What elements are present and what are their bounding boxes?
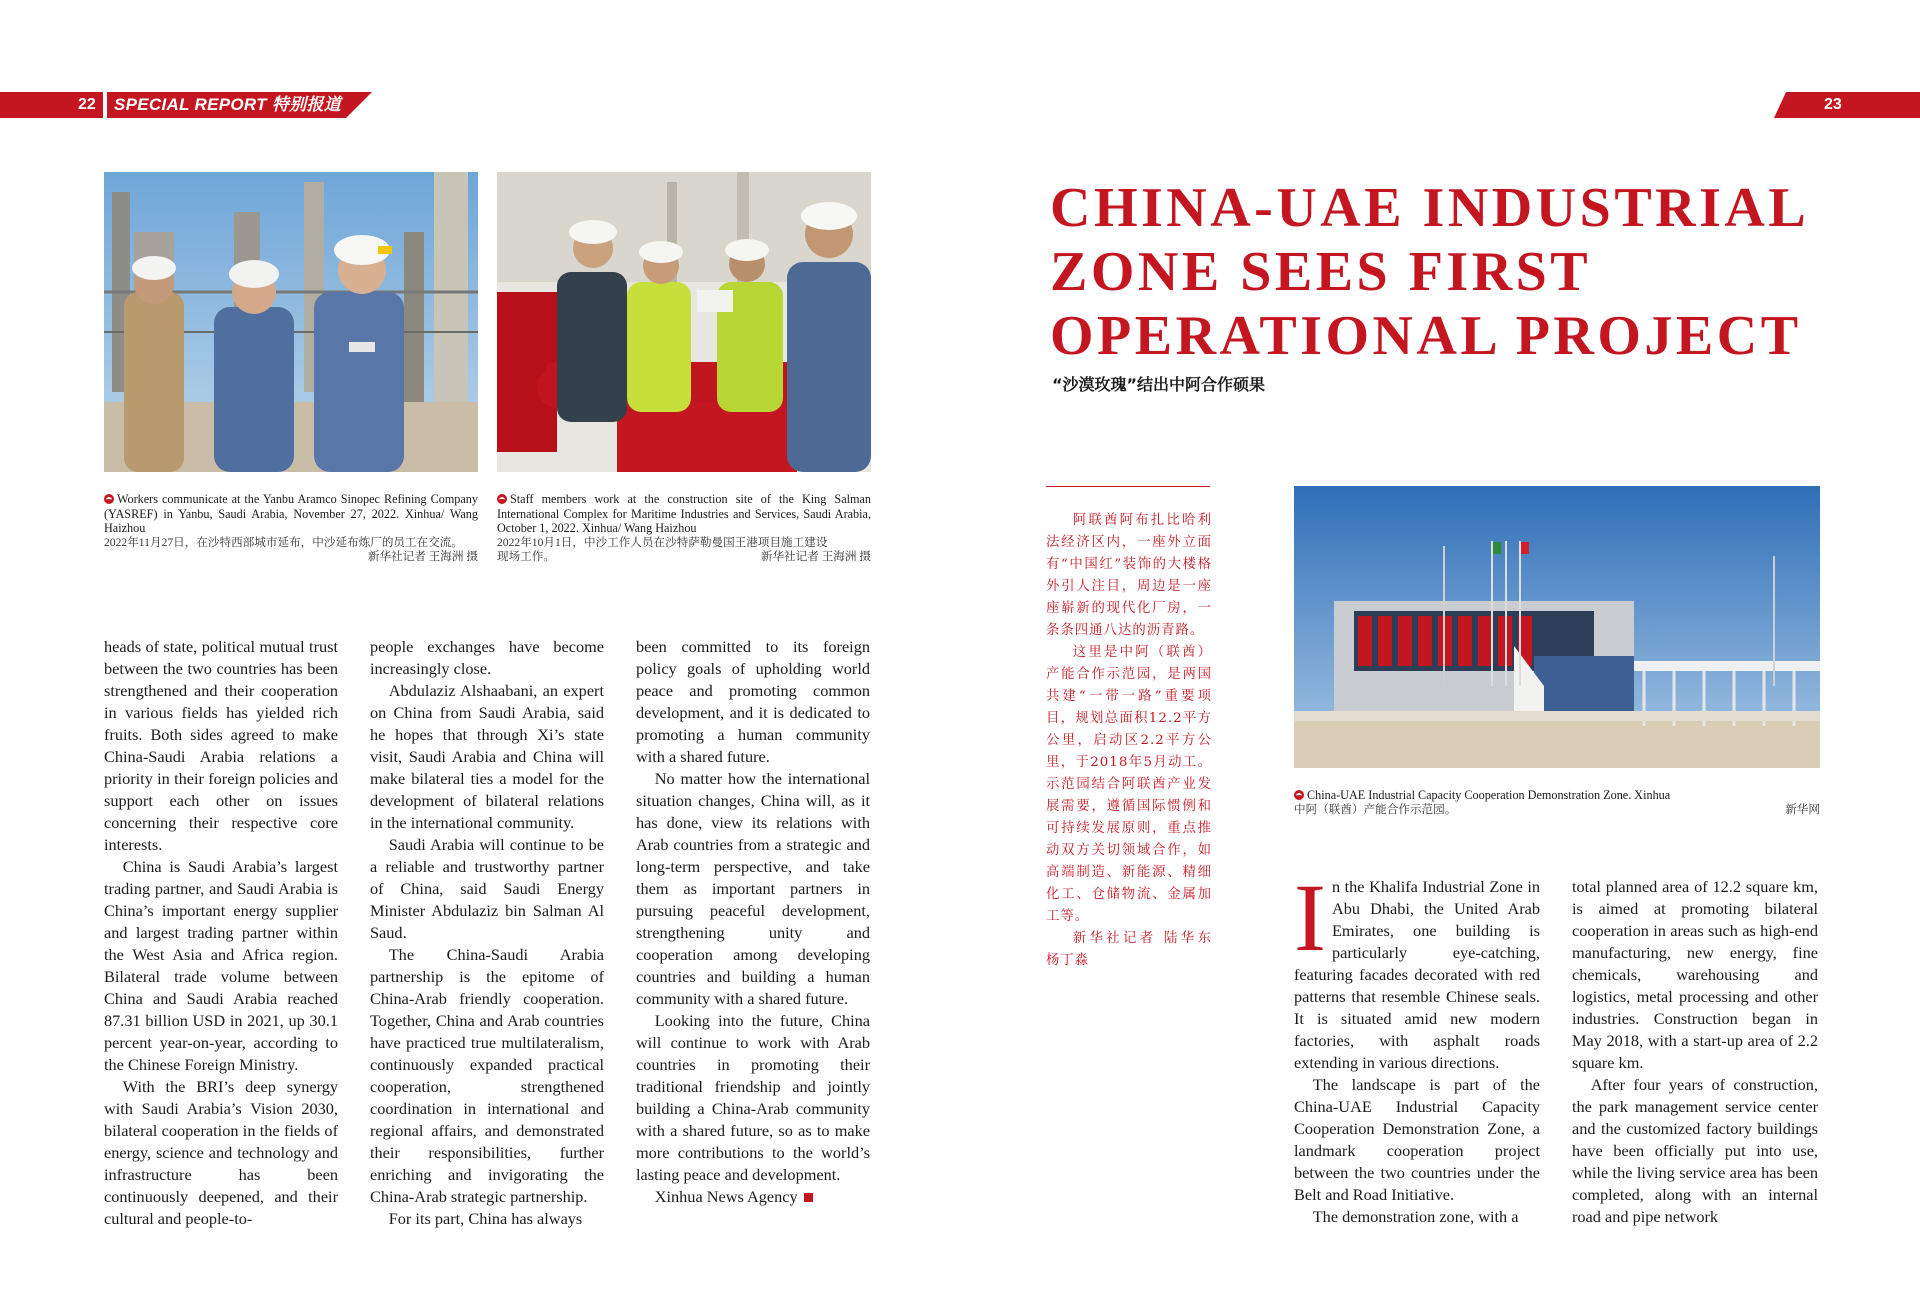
paragraph: Saudi Arabia will continue to be a reliable and trustworthy partner of China, said Saudi Energy Minister Abdulaziz bin Salman Al Saud.	[370, 835, 604, 942]
cn-paragraph: 这里是中阿（联酋）产能合作示范园，是两国共建“一带一路”重要项目，规划总面积12.2平方公里，启动区2.2平方公里，于2018年5月动工。示范园结合阿联酋产业发展需要，遵循国际惯例和可持续发展原则，重点推动双方关切领域合作，如高端制造、新能源、精细化工、仓储物流、金属加工等。	[1046, 645, 1212, 924]
cn-paragraph: 阿联酋阿布扎比哈利法经济区内，一座外立面有“中国红”装饰的大楼格外引人注目，周边是一座座崭新的现代化厂房，一条条四通八达的沥青路。	[1046, 513, 1212, 638]
summary-rule	[1046, 486, 1210, 487]
paragraph: The China-Saudi Arabia partnership is the epitome of China-Arab friendly cooperation. Together, China and Arab countries have practiced true multilateralism, continuously expanded practical cooperation, strengthened coordination in international and regional affairs, and demonstrated their responsibilities, further enriching and invigorating the China-Arab strategic partnership.	[370, 945, 604, 1206]
caption-photo1-en-text: Workers communicate at the Yanbu Aramco Sinopec Refining Company (YASREF) in Yanbu, Saudi Arabia, November 27, 2022. Xinhua/ Wang Haizhou	[104, 492, 478, 536]
cn-byline: 新华社记者 陆华东 杨丁淼	[1046, 931, 1212, 968]
caption-photo3	[1294, 788, 1820, 817]
caption-photo3-cn	[1294, 803, 1820, 818]
paragraph: been committed to its foreign policy goals of upholding world peace and promoting common development, and it is dedicated to promoting a human community with a shared future.	[636, 637, 870, 766]
caption-photo2-cn-text: 现场工作。	[497, 550, 555, 564]
paragraph: Looking into the future, China will continue to work with Arab countries in promoting their traditional friendship and jointly building a China-Arab community with a shared future, so as to make more contributions to the world’s lasting peace and development.	[636, 1011, 870, 1184]
section-label: SPECIAL REPORT 特别报道	[114, 95, 342, 114]
paragraph: China is Saudi Arabia’s largest trading partner, and Saudi Arabia is China’s important energy supplier and largest trading partner within the West Asia and Africa region. Bilateral trade volume between China and Saudi Arabia reached 87.31 billion USD in 2021, up 30.1 percent year-on-year, according to the Chinese Foreign Ministry.	[104, 857, 338, 1074]
paragraph: total planned area of 12.2 square km, is aimed at promoting bilateral cooperation in areas such as high-end manufacturing, new energy, fine chemicals, warehousing and logistics, metal processing and other industries. Construction began in May 2018, with a start-up area of 2.2 square km.	[1572, 877, 1818, 1072]
paragraph: The landscape is part of the China-UAE Industrial Capacity Cooperation Demonstration Zone, a landmark cooperation project between the two countries under the Belt and Road Initiative.	[1294, 1075, 1540, 1204]
caption-photo3-cn-text: 中阿（联酋）产能合作示范园。	[1294, 802, 1457, 816]
caption-photo2-cn-line1: 2022年10月1日，中沙工作人员在沙特萨勒曼国王港项目施工建设	[497, 535, 828, 549]
byline	[636, 1186, 870, 1208]
caption-photo2-en-text: Staff members work at the construction site of the King Salman International Complex for Maritime Industries and Services, Saudi Arabia, October 1, 2022. Xinhua/ Wang Haizhou	[497, 492, 871, 536]
header-divider	[103, 92, 107, 118]
left-body-column-3	[636, 636, 870, 1208]
chinese-summary	[1046, 510, 1212, 972]
paragraph: Abdulaziz Alshaabani, an expert on China from Saudi Arabia, said he hopes that through Xi’s state visit, Saudi Arabia and China will make bilateral ties a model for the development of bilateral relations in the international community.	[370, 681, 604, 832]
paragraph: After four years of construction, the park management service center and the customized factory buildings have been officially put into use, while the living service area has been completed, along with an internal road and pipe network	[1572, 1075, 1818, 1226]
paragraph: The demonstration zone, with a	[1312, 1207, 1519, 1226]
caption-photo2-cn-line2	[497, 550, 871, 565]
left-body-column-1	[104, 636, 338, 1230]
caption-photo1-en	[104, 492, 478, 536]
right-body-column-2	[1572, 876, 1818, 1228]
byline-text: Xinhua News Agency	[654, 1187, 798, 1206]
left-page-number: 22	[78, 96, 96, 113]
caption-photo3-en	[1294, 788, 1820, 803]
article-headline: CHINA-UAE INDUSTRIAL ZONE SEES FIRST OPERATIONAL PROJECT	[1050, 177, 1807, 367]
paragraph: With the BRI’s deep synergy with Saudi Arabia’s Vision 2030, bilateral cooperation in the fields of energy, science and technology and infrastructure has been continuously deepened, and their cultural and people-to-	[104, 1077, 338, 1228]
right-page-number: 23	[1824, 96, 1842, 113]
caption-photo3-credit: 新华网	[1785, 802, 1820, 816]
right-body-column-1	[1294, 864, 1540, 1228]
paragraph: For its part, China has always	[388, 1209, 583, 1228]
drop-cap: I	[1294, 864, 1326, 971]
xinhua-caption-icon	[497, 494, 507, 504]
end-mark-icon	[804, 1193, 813, 1202]
caption-photo1-credit: 新华社记者 王海洲 摄	[367, 550, 478, 564]
caption-photo1	[104, 492, 478, 565]
xinhua-caption-icon	[104, 494, 114, 504]
caption-photo1-cn: 2022年11月27日，在沙特西部城市延布，中沙延布炼厂的员工在交流。	[104, 535, 463, 549]
article-subhead-cn: “沙漠玫瑰”结出中阿合作硕果	[1052, 375, 1266, 394]
xinhua-caption-icon	[1294, 790, 1304, 800]
caption-photo2	[497, 492, 871, 565]
photo-construction-site	[497, 172, 871, 472]
right-page-tab	[1774, 92, 1920, 118]
photo-industrial-zone-building	[1294, 486, 1820, 768]
lead-paragraph-text: n the Khalifa Industrial Zone in Abu Dhabi, the United Arab Emirates, one building is particularly eye-catching, featuring facades decorated with red patterns that resemble Chinese seals. It is situated amid new modern factories, with asphalt roads extending in various directions.	[1294, 877, 1540, 1072]
caption-photo2-credit: 新华社记者 王海洲 摄	[760, 550, 871, 564]
left-body-column-2	[370, 636, 604, 1230]
caption-photo3-en-text: China-UAE Industrial Capacity Cooperation Demonstration Zone. Xinhua	[1307, 788, 1671, 802]
lead-paragraph	[1294, 864, 1540, 1074]
paragraph: heads of state, political mutual trust between the two countries has been strengthened and their cooperation in various fields has yielded rich fruits. Both sides agreed to make China-Saudi Arabia relations a priority in their foreign policies and support each other on issues concerning their respective core interests.	[104, 637, 338, 854]
photo-refinery-workers	[104, 172, 478, 472]
paragraph: people exchanges have become increasingly close.	[370, 637, 604, 678]
paragraph: No matter how the international situation changes, China will, as it has done, view its relations with Arab countries from a strategic and long-term perspective, and take them as important partners in pursuing peaceful development, strengthening unity and cooperation among developing countries and building a human community with a shared future.	[636, 769, 870, 1008]
caption-photo2-en	[497, 492, 871, 536]
